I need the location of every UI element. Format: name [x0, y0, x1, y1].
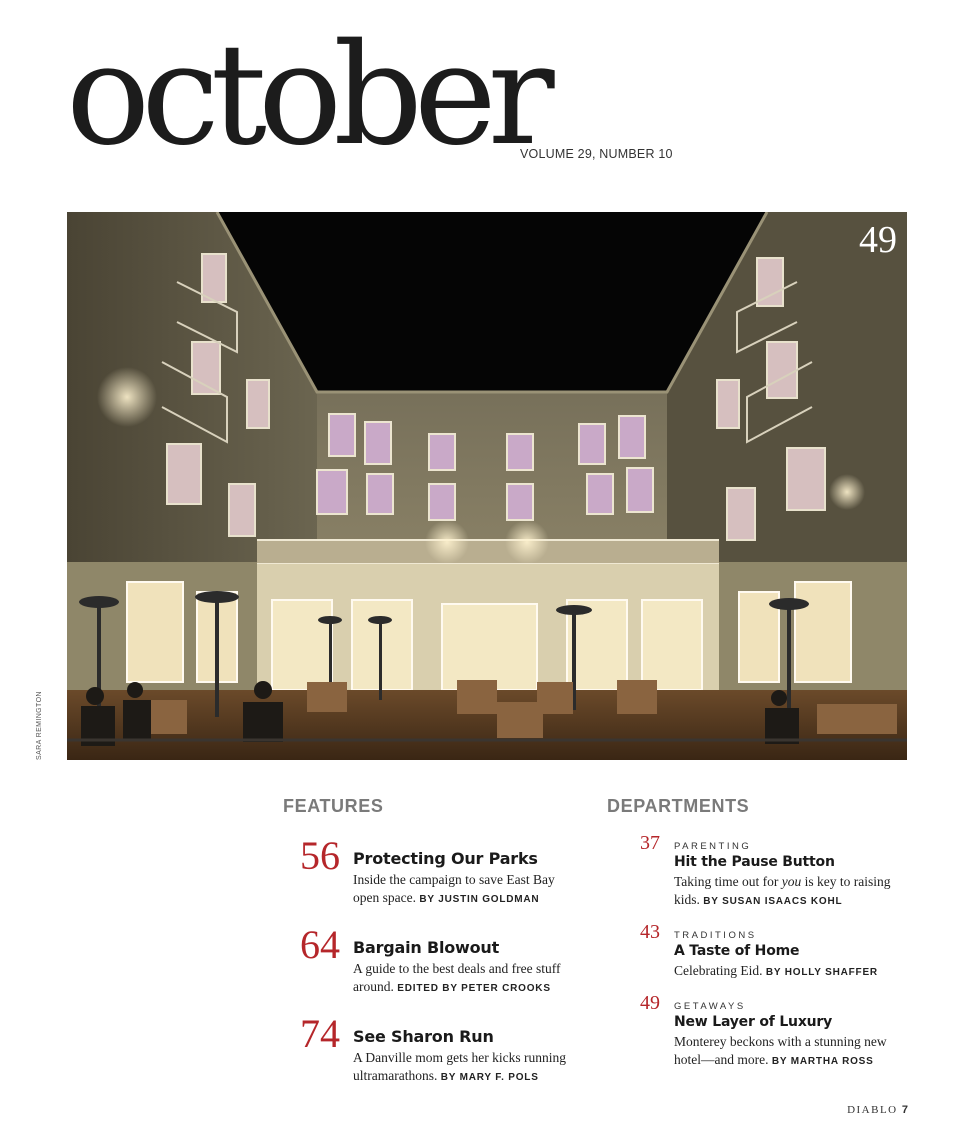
feature-title: See Sharon Run — [353, 1027, 494, 1046]
volume-number: VOLUME 29, NUMBER 10 — [520, 147, 673, 161]
folio-page-number: 7 — [901, 1104, 908, 1116]
department-category: PARENTING — [674, 841, 752, 852]
feature-description: Inside the campaign to save East Bay open space. BY JUSTIN GOLDMAN — [353, 872, 555, 905]
page-folio — [847, 1104, 908, 1116]
feature-page-number: 74 — [300, 1011, 340, 1056]
feature-title: Protecting Our Parks — [353, 849, 538, 868]
department-byline: BY SUSAN ISAACS KOHL — [703, 896, 843, 907]
feature-title: Bargain Blowout — [353, 938, 500, 957]
department-item[interactable] — [640, 922, 930, 982]
department-page-number: 37 — [640, 832, 660, 854]
feature-byline: BY MARY F. POLS — [440, 1072, 539, 1083]
department-byline: BY MARTHA ROSS — [771, 1056, 874, 1067]
department-item[interactable] — [640, 993, 930, 1073]
feature-description: A Danville mom gets her kicks running ultramarathons. BY MARY F. POLS — [353, 1050, 566, 1083]
feature-byline: EDITED BY PETER CROOKS — [397, 983, 551, 994]
department-byline: BY HOLLY SHAFFER — [765, 967, 878, 978]
department-page-number: 49 — [640, 992, 660, 1014]
cover-photo — [67, 212, 907, 760]
department-category: GETAWAYS — [674, 1001, 746, 1012]
feature-description: A guide to the best deals and free stuff around. EDITED BY PETER CROOKS — [353, 961, 561, 994]
photo-page-number[interactable]: 49 — [859, 219, 897, 261]
department-category: TRADITIONS — [674, 930, 757, 941]
department-page-number: 43 — [640, 921, 660, 943]
feature-item[interactable] — [300, 833, 600, 916]
department-item[interactable] — [640, 833, 930, 913]
department-description: Monterey beckons with a stunning new hotel—and more. BY MARTHA ROSS — [674, 1034, 887, 1067]
features-heading: FEATURES — [283, 796, 384, 816]
photo-credit: SARA REMINGTON — [36, 691, 43, 760]
department-title: Hit the Pause Button — [674, 854, 835, 870]
departments-heading: DEPARTMENTS — [607, 796, 750, 816]
feature-item[interactable] — [300, 922, 600, 1005]
department-title: New Layer of Luxury — [674, 1014, 833, 1030]
hotel-courtyard-photo-icon — [67, 212, 907, 760]
feature-page-number: 64 — [300, 922, 340, 967]
department-description: Celebrating Eid. BY HOLLY SHAFFER — [674, 963, 878, 978]
department-description: Taking time out for you is key to raising kids. BY SUSAN ISAACS KOHL — [674, 874, 891, 907]
magazine-name: DIABLO — [847, 1104, 898, 1116]
department-title: A Taste of Home — [674, 943, 800, 959]
feature-page-number: 56 — [300, 833, 340, 878]
feature-item[interactable] — [300, 1011, 600, 1094]
masthead-title: october — [66, 14, 546, 177]
feature-byline: BY JUSTIN GOLDMAN — [419, 894, 540, 905]
